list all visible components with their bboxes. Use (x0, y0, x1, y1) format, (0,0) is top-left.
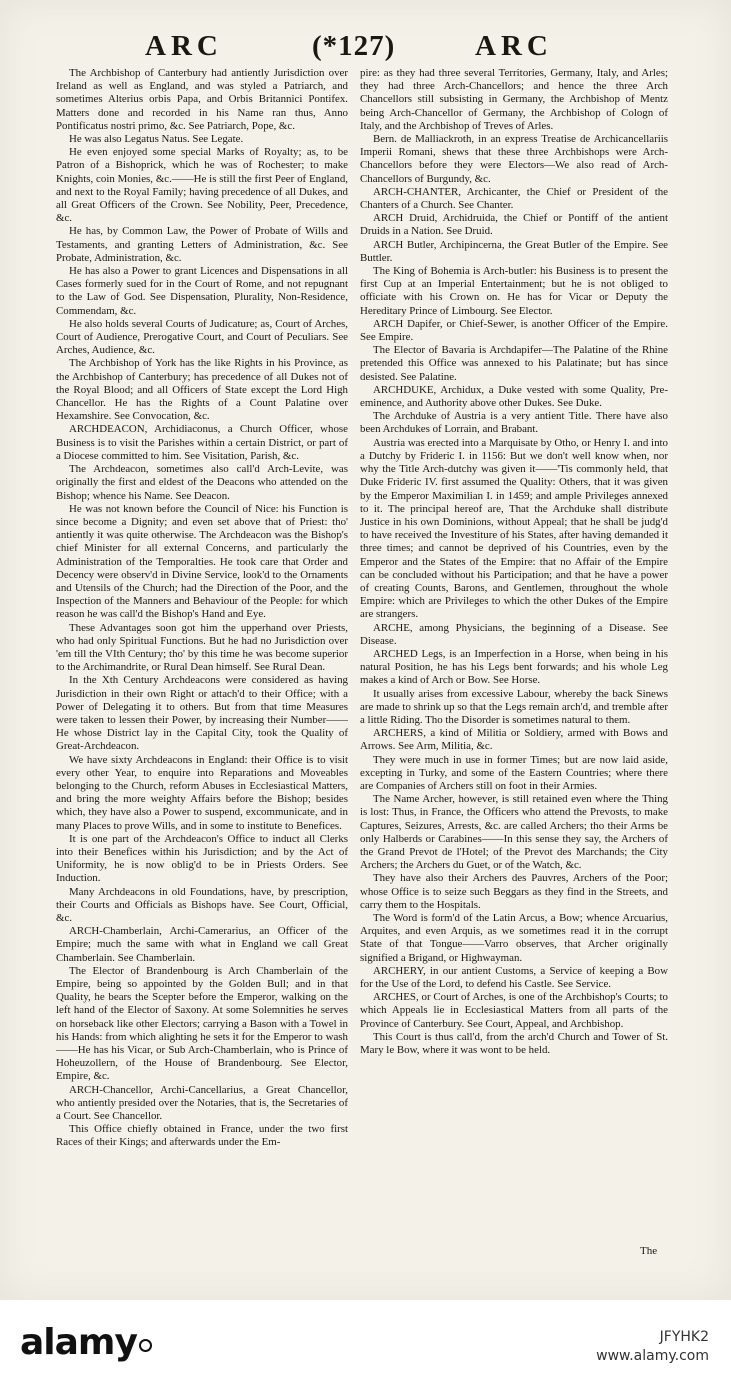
paragraph: He was also Legatus Natus. See Legate. (69, 133, 244, 146)
paragraph: ARCH Butler, Archipincerna, the Great Butler of the Empire. See Buttler. (360, 238, 668, 264)
paragraph: Austria was erected into a Marquisate by Otho, or Henry I. and into a Dutchy by Frideric I. in 1156: But we don't well know when, nor why the Title Arch-dutchy was given it——'Tis commonly held, that Duke Frideric IV. first assumed the Quality: Others, that it was given by the Emperor Maximilian I. in 1459; and ample Privileges annexed to it. The principal hereof are, That the Archduke shall distribute Justice in his own Dominions, without Appeal; that he shall be judg'd to have received the Investiture of his States, after having demanded it three times; and cannot be deprived of his Countries, even by the Emperor and the States of the Empire: that no Affair of the Empire can be concluded without his Participation; and that he have a power of creating Counts, Barons, and Gentlemen, throughout the whole Empire: which are Privileges to which the other Dukes of the Empire are strangers. (360, 436, 668, 621)
paragraph: The Archbishop of Canterbury had antiently Jurisdiction over Ireland as well as England, and was styled a Patriarch, and sometimes Alterius orbis Papa, and Orbis Britannici Pontifex. Matters done and recorded in his Name ran thus, Anno Pontificatus nostri primo, &c. See Patriarch, Pope, &c. (56, 67, 348, 132)
alamy-logo-text: alamy (20, 1322, 137, 1363)
paragraph: Bern. de Malliackroth, in an express Treatise de Archicancellariis Imperii Romani, shews that these three Archbishops were Arch-Chancellors before they were Electors—We also read of Arch-Chancellors of Burgundy, &c. (360, 133, 668, 185)
paragraph: He also holds several Courts of Judicature; as, Court of Arches, Court of Audience, Prerogative Court, and Court of Peculiars. See Arches, Audience, &c. (56, 317, 348, 357)
running-head-left: ARC (145, 30, 223, 62)
paragraph: ARCHDUKE, Archidux, a Duke vested with some Quality, Pre-eminence, and Authority above other Dukes. See Duke. (360, 383, 668, 410)
paragraph: ARCHE, among Physicians, the beginning of a Disease. See Disease. (360, 621, 668, 647)
right-text-column (360, 67, 668, 1247)
registered-mark-icon (139, 1339, 152, 1352)
running-head-right: ARC (475, 30, 553, 62)
paragraph: He even enjoyed some special Marks of Royalty; as, to be Patron of a Bishoprick, which he was of Rochester; to make Knights, coin Monies, &c.——He is still the first Peer of England, and next to the Royal Family; having precedence of all Dukes, and all Great Officers of the Crown. See Nobility, Peer, Precedence, &c. (56, 146, 348, 225)
paragraph: ARCH-Chamberlain, Archi-Camerarius, an Officer of the Empire; much the same with what in England we call Great Chamberlain. See Chamberlain. (56, 925, 348, 964)
paragraph: Many Archdeacons in old Foundations, have, by prescription, their Courts and Officials as Bishops have. See Court, Official, &c. (56, 885, 348, 924)
paragraph: In the Xth Century Archdeacons were considered as having Jurisdiction in their own Right or attach'd to their Office; with a Power of Delegating it to others. But from that time Measures were taken to lessen their Power, by increasing their Number——He whose District lay in the Capital City, took the Quality of Great-Archdeacon. (56, 674, 348, 753)
paragraph: pire: as they had three several Territories, Germany, Italy, and Arles; they had three Arch-Chancellors; and hence the three Arch Chancellors still subsisting in Germany, the Archbishop of Mentz being Arch-Chancellor of Germany, the Archbishop of Cologn of Italy, and the Archbishop of Treves of Arles. (360, 67, 668, 132)
paragraph: ARCHERS, a kind of Militia or Soldiery, armed with Bows and Arrows. See Arm, Militia, &c. (360, 727, 668, 753)
paragraph: The Name Archer, however, is still retained even where the Thing is lost: Thus, in France, the Officers who attend the Prevosts, to make Captures, Seizures, Arrests, &c. are called Archers; tho their Arms be only Halberds or Carabines——In this sense they say, the Archers of the Grand Prevot de l'Hotel; of the Prevot des Marchands; the City Archers; the Archers du Guet, or of the Watch, &c. (360, 793, 668, 872)
paragraph: The Archdeacon, sometimes also call'd Arch-Levite, was originally the first and eldest of the Deacons who attended on the Bishop; whence his Name. See Deacon. (56, 463, 348, 502)
paragraph: The Elector of Bavaria is Archdapifer—The Palatine of the Rhine pretended this Office was annexed to his Palatinate; but has since desisted. See Palatine. (360, 344, 668, 383)
paragraph: ARCHED Legs, is an Imperfection in a Horse, when being in his natural Position, he has his Legs bent forwards; and his whole Leg makes a kind of Arch or Bow. See Horse. (360, 647, 668, 687)
paragraph: It is one part of the Archdeacon's Office to induct all Clerks into their Benefices within his Jurisdiction; and by the Act of Uniformity, he is now oblig'd to be in Priests Orders. See Induction. (56, 832, 348, 885)
paragraph: ARCH Dapifer, or Chief-Sewer, is another Officer of the Empire. See Empire. (360, 317, 668, 344)
paragraph: ARCHES, or Court of Arches, is one of the Archbishop's Courts; to which Appeals lie in Ecclesiastical Matters from all parts of the Province of Canterbury. See Court, Appeal, and Archbishop. (360, 991, 668, 1030)
paragraph: He was not known before the Council of Nice: his Function is since become a Dignity; and even set above that of Priest: tho' antiently it was quite otherwise. The Archdeacon was the Bishop's chief Minister for all external Concerns, and particularly the Administration of the Temporalties. He took care that Order and Decency were observ'd in Divine Service, look'd to the Ornaments and Utensils of the Church; had the Direction of the Poor, and the Inspection of the Manners and Behaviour of the People: for which reason he was call'd the Bishop's Hand and Eye. (56, 502, 348, 621)
paragraph: The King of Bohemia is Arch-butler: his Business is to present the first Cup at an Imperial Entertainment; but he is not obliged to officiate with his Crown on. He has for Vicar or Deputy the Hereditary Prince of Limbourg. See Elector. (360, 265, 668, 317)
paragraph: We have sixty Archdeacons in England: their Office is to visit every other Year, to enquire into Reparations and Moveables belonging to the Church, reform Abuses in Ecclesiastical Matters, and bring the more weighty Affairs before the Bishop; besides which, they have also a Power to suspend, excommunicate, and in many Places to prove Wills, and in some to institute to Benefices. (56, 753, 348, 832)
paragraph: ARCHDEACON, Archidiaconus, a Church Officer, whose Business is to visit the Parishes within a certain District, or part of a Diocese committed to him. See Visitation, Parish, &c. (56, 423, 348, 462)
paragraph: They were much in use in former Times; but are now laid aside, excepting in Turky, and some of the Eastern Countries; where there are Companies of Archers still on foot in their Armies. (360, 753, 668, 792)
paragraph: The Archduke of Austria is a very antient Title. There have also been Archdukes of Lorrain, and Brabant. (360, 410, 668, 436)
page-number: (*127) (312, 30, 396, 62)
paragraph: They have also their Archers des Pauvres, Archers of the Poor; whose Office is to seize such Beggars as they find in the Streets, and carry them to the Hospitals. (360, 872, 668, 911)
paragraph: It usually arises from excessive Labour, whereby the back Sinews are made to shrink up so that the Legs remain arch'd, and tremble after a little Riding. Tho the Disorder is sometimes natural to them. (360, 687, 668, 726)
paragraph: The Archbishop of York has the like Rights in his Province, as the Archbishop of Canterbury; has precedence of all Dukes not of the Royal Blood; and all Officers of State except the Lord High Chancellor. He has the Rights of a Count Palatine over Hexamshire. See Convocation, &c. (56, 357, 348, 423)
paragraph: These Advantages soon got him the upperhand over Priests, who had only Spiritual Functions. But he had no Jurisdiction over 'em till the VIth Century; tho' by this time he was become superior to the Archimandrite, or Rural Dean himself. See Rural Dean. (56, 621, 348, 674)
paragraph: He has, by Common Law, the Power of Probate of Wills and Testaments, and granting Letters of Administration, &c. See Probate, Administration, &c. (56, 225, 348, 264)
paragraph: This Court is thus call'd, from the arch'd Church and Tower of St. Mary le Bow, where it was wont to be held. (360, 1030, 668, 1057)
paragraph: This Office chiefly obtained in France, under the two first Races of their Kings; and afterwards under the Em- (56, 1123, 348, 1149)
paragraph: ARCH-Chancellor, Archi-Cancellarius, a Great Chancellor, who antiently presided over the Notaries, that is, the Secretaries of a Court. See Chancellor. (56, 1083, 348, 1123)
left-text-column (56, 67, 348, 1247)
paragraph: The Word is form'd of the Latin Arcus, a Bow; whence Arcuarius, Arquites, and even Arquis, as we sometimes read it in the corrupt State of that Tongue——Varro observes, that Archer originally signified a Brigand, or Highwayman. (360, 912, 668, 964)
running-head (0, 30, 731, 70)
alamy-logo (20, 1322, 152, 1363)
image-id: JFYHK2 (659, 1329, 709, 1345)
paragraph: He has also a Power to grant Licences and Dispensations in all Cases formerly sued for in the Court of Rome, and not repugnant to the Law of God. See Dispensation, Plurality, Non-Residence, Commendam, &c. (56, 265, 348, 317)
stock-photo-footer (0, 1300, 731, 1390)
paragraph: The Elector of Brandenbourg is Arch Chamberlain of the Empire, being so appointed by the Golden Bull; and in that Quality, he bears the Scepter before the Emperor, walking on the left hand of the Elector of Saxony. At some Solemnities he serves on horseback like other Electors; carrying a Bason with a Towel in his Hands: from which alighting he sets it for the Emperor to wash——He has his Vicar, or Sub Arch-Chamberlain, who is Prince of Hoheuzollern, of the House of Brandenbourg. See Elector, Empire, &c. (56, 964, 348, 1083)
paragraph: ARCH-CHANTER, Archicanter, the Chief or President of the Chanters of a Church. See Chanter. (360, 185, 668, 212)
paragraph: ARCHERY, in our antient Customs, a Service of keeping a Bow for the Use of the Lord, to defend his Castle. See Service. (360, 964, 668, 991)
catchword: The (640, 1245, 658, 1257)
paragraph: ARCH Druid, Archidruida, the Chief or Pontiff of the antient Druids in a Nation. See Druid. (360, 212, 668, 238)
site-url: www.alamy.com (596, 1348, 709, 1364)
image-credit (596, 1328, 709, 1366)
